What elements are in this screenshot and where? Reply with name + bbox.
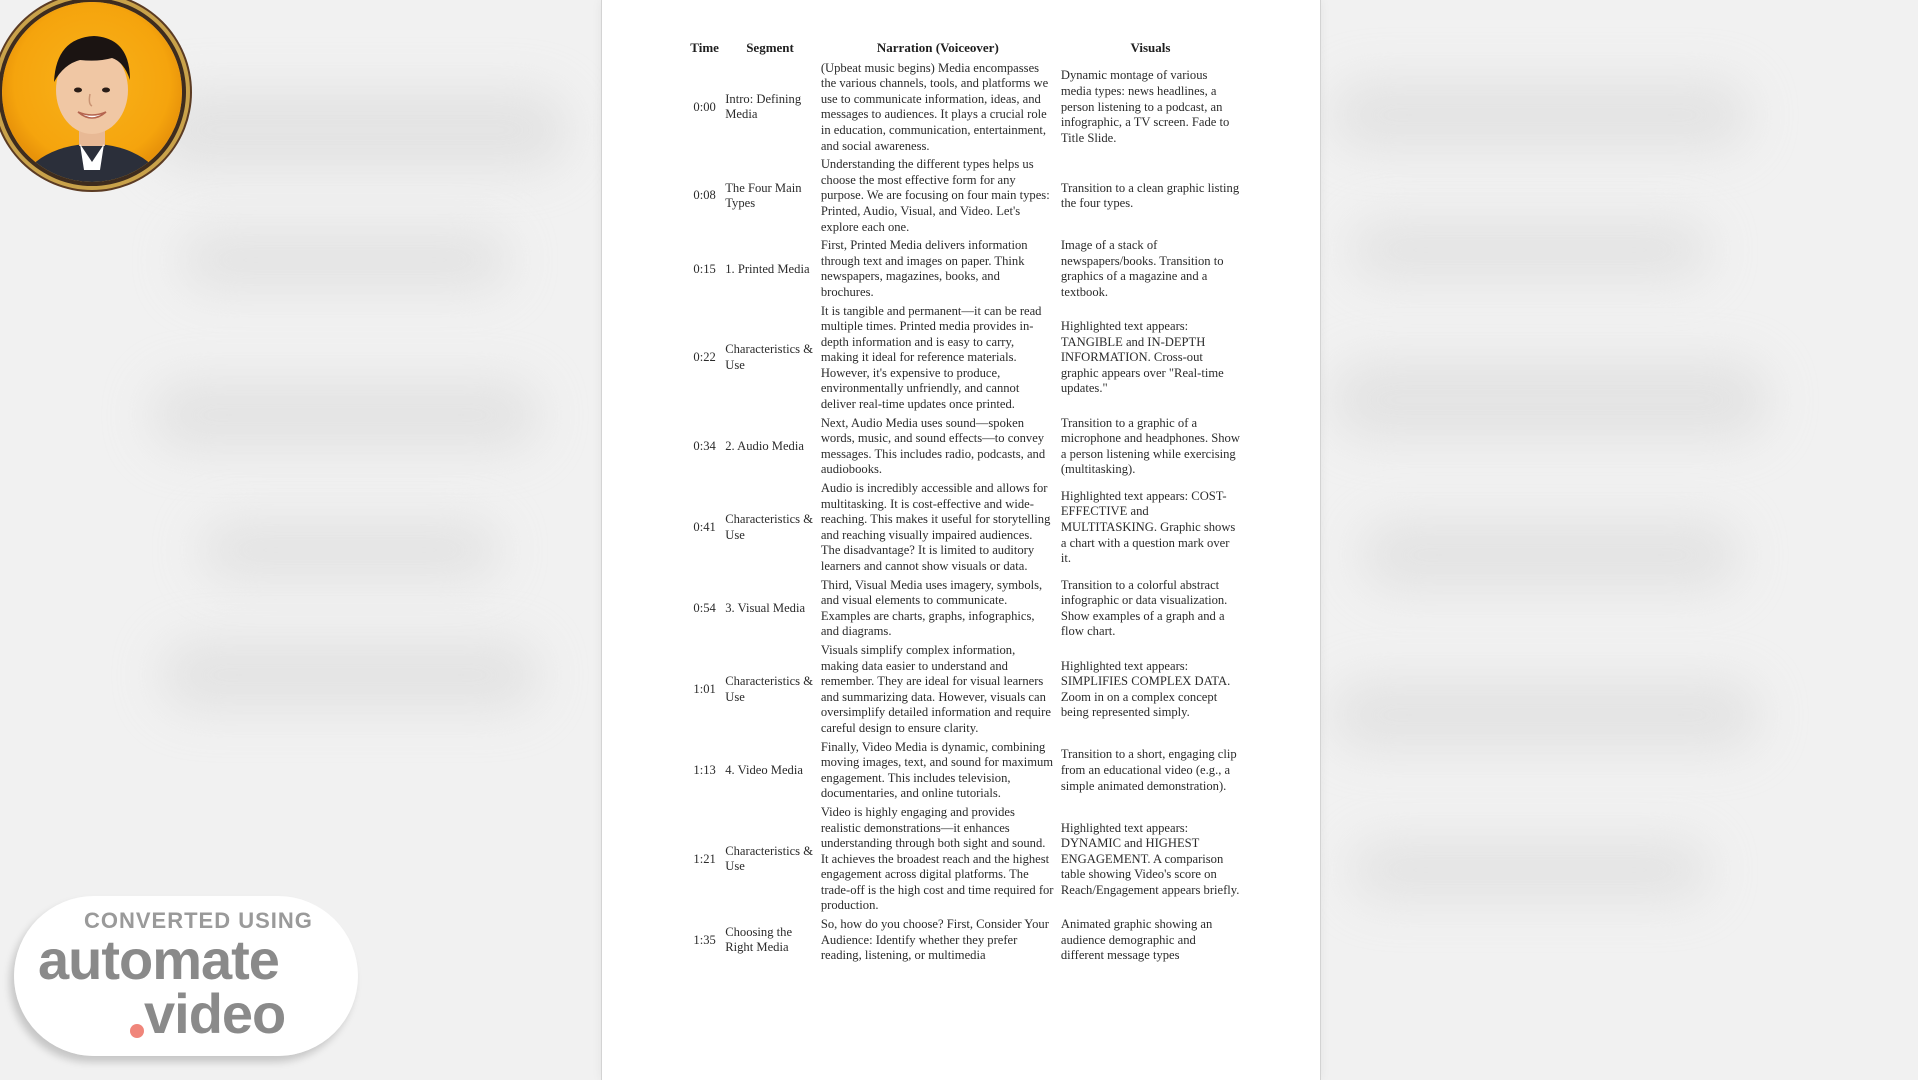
- segment-cell: Intro: Defining Media: [725, 91, 802, 122]
- table-row: [687, 237, 1243, 302]
- visuals-cell: Dynamic montage of various media types: news headlines, a person listening to a podcast, an infographic, a TV screen. Fade to Title Slide.: [1060, 68, 1230, 145]
- presenter-avatar-icon: [2, 2, 182, 182]
- segment-cell: 4. Video Media: [725, 762, 803, 777]
- segment-cell: Choosing the Right Media: [725, 924, 793, 955]
- narration-cell: Video is highly engaging and provides realistic demonstrations—it enhances understanding through both sight and sound. It achieves the broadest reach and the highest engagement across digital platforms. The trade-off is the high cost and time required for production.: [820, 804, 1054, 913]
- visuals-cell: Transition to a graphic of a microphone and headphones. Show a person listening while exercising (multitasking).: [1060, 415, 1240, 477]
- visuals-cell: Highlighted text appears: SIMPLIFIES COMPLEX DATA. Zoom in on a complex concept being represented simply.: [1060, 658, 1231, 720]
- table-row: [687, 804, 1243, 916]
- time-cell: 0:41: [693, 520, 716, 535]
- table-row: [687, 156, 1243, 237]
- narration-cell: Understanding the different types helps us choose the most effective form for any purpose. We are focusing on four main types: Printed, Audio, Visual, and Video. Let's explore each one.: [820, 157, 1050, 234]
- header-narration: Narration (Voiceover): [876, 40, 999, 55]
- header-time: Time: [690, 40, 719, 55]
- segment-cell: Characteristics & Use: [725, 674, 814, 704]
- narration-cell: Finally, Video Media is dynamic, combining moving images, text, and sound for maximum engagement. This includes television, documentaries, and online tutorials.: [820, 739, 1054, 801]
- visuals-cell: Highlighted text appears: TANGIBLE and IN-DEPTH INFORMATION. Cross-out graphic appears over "Real-time updates.": [1060, 319, 1224, 396]
- time-cell: 0:34: [693, 439, 716, 454]
- time-cell: 1:35: [693, 932, 716, 947]
- time-cell: 1:01: [693, 681, 716, 696]
- narration-cell: Third, Visual Media uses imagery, symbols, and visual elements to communicate. Examples are charts, graphs, infographics, and diagrams.: [820, 577, 1043, 639]
- table-row: [687, 480, 1243, 577]
- header-visuals: Visuals: [1130, 40, 1171, 55]
- watermark-caption: CONVERTED USING: [84, 908, 313, 933]
- time-cell: 0:15: [693, 261, 716, 276]
- time-cell: 1:21: [693, 851, 716, 866]
- watermark-brand: automate: [38, 928, 279, 991]
- segment-cell: 1. Printed Media: [725, 261, 810, 276]
- header-segment: Segment: [746, 40, 794, 55]
- table-row: [687, 303, 1243, 415]
- presenter-avatar: [2, 2, 182, 182]
- time-cell: 0:08: [693, 188, 716, 203]
- table-header-row: [687, 38, 1243, 60]
- visuals-cell: Transition to a colorful abstract infographic or data visualization. Show examples of a graph and a flow chart.: [1060, 577, 1228, 639]
- document-page: [601, 0, 1321, 1080]
- time-cell: 0:54: [693, 600, 716, 615]
- table-row: [687, 916, 1243, 966]
- segment-cell: Characteristics & Use: [725, 843, 814, 874]
- watermark-brand-suffix: video: [144, 982, 286, 1045]
- script-table: [687, 38, 1243, 966]
- narration-cell: (Upbeat music begins) Media encompasses the various channels, tools, and platforms we use to communicate information, ideas, and messages to audiences. It plays a crucial role in education, communication, entertainment, and social awareness.: [820, 60, 1049, 153]
- narration-cell: First, Printed Media delivers information through text and images on paper. Think newspapers, magazines, books, and brochures.: [820, 238, 1028, 299]
- time-cell: 0:22: [693, 350, 716, 365]
- time-cell: 1:13: [693, 762, 716, 777]
- visuals-cell: Highlighted text appears: COST-EFFECTIVE and MULTITASKING. Graphic shows a chart with a question mark over it.: [1060, 488, 1236, 566]
- narration-cell: Next, Audio Media uses sound—spoken words, music, and sound effects—to convey messages. This includes radio, podcasts, and audiobooks.: [820, 415, 1046, 477]
- converted-using-watermark: [14, 896, 358, 1056]
- table-row: [687, 577, 1243, 642]
- segment-cell: 2. Audio Media: [725, 439, 804, 454]
- segment-cell: 3. Visual Media: [725, 600, 806, 615]
- table-row: [687, 415, 1243, 480]
- narration-cell: Visuals simplify complex information, making data easier to understand and remember. They are ideal for visual learners and summarizing data. However, visuals can oversimplify detailed information and require careful design to ensure clarity.: [820, 642, 1051, 735]
- segment-cell: Characteristics & Use: [725, 512, 814, 542]
- watermark-dot: [130, 1024, 144, 1038]
- visuals-cell: Transition to a clean graphic listing the four types.: [1060, 180, 1240, 211]
- segment-cell: The Four Main Types: [725, 180, 802, 211]
- visuals-cell: Animated graphic showing an audience demographic and different message types: [1060, 917, 1213, 963]
- table-row: [687, 739, 1243, 804]
- visuals-cell: Image of a stack of newspapers/books. Transition to graphics of a magazine and a textbook.: [1060, 238, 1224, 299]
- table-row: [687, 60, 1243, 157]
- segment-cell: Characteristics & Use: [725, 342, 814, 373]
- visuals-cell: Highlighted text appears: DYNAMIC and HIGHEST ENGAGEMENT. A comparison table showing Video's score on Reach/Engagement appears briefly.: [1060, 820, 1240, 897]
- narration-cell: Audio is incredibly accessible and allows for multitasking. It is cost-effective and wide-reaching. This makes it useful for storytelling and reaching visually impaired audiences. The disadvantage? It is limited to auditory learners and cannot show visuals or data.: [820, 481, 1051, 573]
- visuals-cell: Transition to a short, engaging clip from an educational video (e.g., a simple animated demonstration).: [1060, 747, 1237, 793]
- narration-cell: So, how do you choose? First, Consider Your Audience: Identify whether they prefer reading, listening, or multimedia: [820, 917, 1049, 963]
- table-row: [687, 642, 1243, 739]
- time-cell: 0:00: [693, 99, 716, 114]
- narration-cell: It is tangible and permanent—it can be read multiple times. Printed media provides in-depth information and is easy to carry, making it ideal for reference materials. However, it's expensive to produce, environmentally unfriendly, and cannot deliver real-time updates once printed.: [820, 303, 1042, 412]
